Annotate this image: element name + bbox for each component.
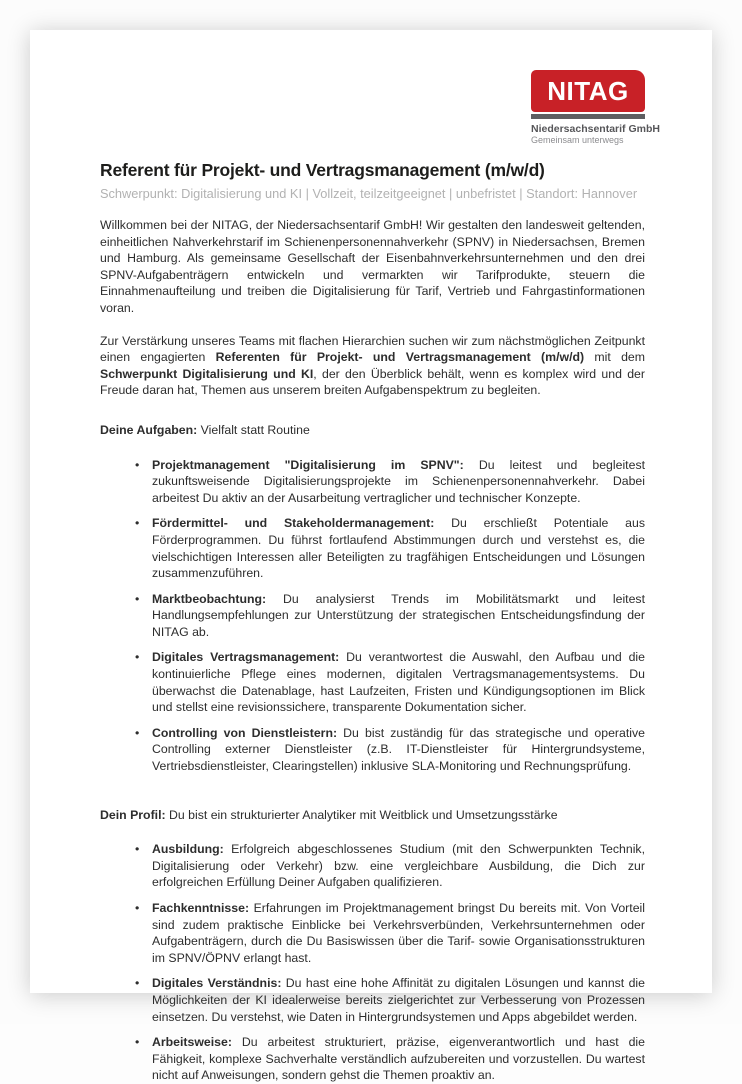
profile-section-heading	[100, 807, 645, 824]
profile-item-label: Fachkenntnisse:	[152, 901, 250, 915]
task-item-label: Digitales Vertragsmanagement:	[152, 650, 340, 665]
profile-item-digitales-verstaendnis	[135, 975, 645, 1025]
tasks-heading-bold: Deine Aufgaben:	[100, 422, 198, 437]
profile-list	[100, 841, 645, 1084]
task-item-text: Du erschließt Potentiale aus Förderprogrammen. Du führst fortlaufend Abstimmungen durch und verstehst es, die vielschichtigen Interessen aller Beteiligten zu tragfähigen Entscheidungen und Lösungen zusammenzuführen.	[152, 516, 646, 581]
profile-item-label: Arbeitsweise:	[152, 1035, 232, 1050]
task-item-text: Du verantwortest die Auswahl, den Aufbau und die kontinuierliche Pflege eines modernen, digitalen Vertragsmanagementsystems. Du überwachst die Datenablage, hast Laufzeiten, Fristen und Kündigungsoptionen im Blick und stellst eine revisionssichere, transparente Dokumentation sicher.	[152, 650, 646, 715]
profile-heading-bold: Dein Profil:	[100, 807, 166, 822]
profile-item-text: Erfahrungen im Projektmanagement bringst Du bereits mit. Von Vorteil sind zudem praktische Einblicke bei Verkehrsverbünden, Verkehrsunternehmen oder Aufgabenträgern, durch die Du Basiswissen über die Tarif- sowie Organisationsstrukturen im SPNV/ÖPNV erlangt hast.	[152, 901, 646, 965]
intro-p2-bold-role: Referenten für Projekt- und Vertragsmanagement (m/w/d)	[215, 350, 585, 365]
task-item-label: Projektmanagement "Digitalisierung im SPNV":	[152, 457, 464, 472]
nitag-logo-company: Niedersachsentarif GmbH	[531, 123, 660, 135]
task-item-label: Controlling von Dienstleistern:	[152, 725, 338, 740]
task-item-label: Fördermittel- und Stakeholdermanagement:	[152, 516, 435, 531]
task-item-projektmanagement	[135, 457, 645, 507]
tasks-list	[100, 457, 645, 775]
nitag-logo	[100, 70, 660, 145]
intro-paragraph-2	[100, 333, 645, 399]
task-item-vertragsmanagement	[135, 649, 645, 715]
task-item-label: Marktbeobachtung:	[152, 591, 267, 606]
job-posting-page	[30, 30, 712, 1083]
task-item-text: Du bist zuständig für das strategische und operative Controlling externer Dienstleister (z.B. IT-Dienstleister für Hintergrundsysteme, Vertriebsdienstleister, Clearingstellen) inklusive SLA-Monitoring und Rechnungsprüfung.	[152, 725, 645, 774]
intro-p2-post: , der den Überblick behält, wenn es komplex wird und der Freude daran hat, Themen aus unserem breiten Aufgabenspektrum zu begleiten.	[100, 366, 645, 398]
task-item-marktbeobachtung	[135, 591, 645, 641]
nitag-logo-tagline: Gemeinsam unterwegs	[531, 135, 624, 145]
intro-p2-bold-focus: Schwerpunkt Digitalisierung und KI	[100, 366, 314, 381]
nitag-logo-box	[531, 70, 645, 112]
task-item-foerdermittel	[135, 515, 645, 581]
profile-item-text: Du hast eine hohe Affinität zu digitalen Lösungen und kannst die Möglichkeiten der KI idealerweise bereits zielgerichtet zur Verbesserung von Prozessen einsetzen. Du verstehst, wie Daten in Hintergrundsystemen und Apps abgebildet werden.	[152, 976, 645, 1024]
profile-item-text: Du arbeitest strukturiert, präzise, eigenverantwortlich und hast die Fähigkeit, komplexe Sachverhalte verständlich aufzubereiten und vorzustellen. Du wartest nicht auf Anweisungen, sondern gehst die Themen proaktiv an.	[152, 1035, 645, 1083]
task-item-text: Du leitest und begleitest zukunftsweisende Digitalisierungsprojekte im Schienenpersonennahverkehr. Dabei arbeitest Du aktiv an der Ausarbeitung vertraglicher und technischer Konzepte.	[152, 457, 646, 505]
nitag-logo-bar	[531, 114, 645, 119]
intro-p2-mid: mit dem	[584, 350, 645, 365]
profile-item-text: Erfolgreich abgeschlossenes Studium (mit den Schwerpunkten Technik, Digitalisierung oder Verkehr) bzw. eine vergleichbare Ausbildung, die Dich zur erfolgreichen Erfüllung Deiner Aufgaben qualifizieren.	[152, 842, 645, 890]
profile-item-ausbildung	[135, 841, 645, 891]
task-item-controlling	[135, 725, 645, 775]
nitag-logo-inner	[531, 70, 660, 145]
tasks-heading-rest: Vielfalt statt Routine	[197, 422, 310, 437]
job-subtitle: Schwerpunkt: Digitalisierung und KI | Vollzeit, teilzeitgeeignet | unbefristet | Standort: Hannover	[100, 186, 638, 201]
nitag-logo-wordmark: NITAG	[547, 75, 629, 106]
intro-paragraph-1: Willkommen bei der NITAG, der Niedersachsentarif GmbH! Wir gestalten den landesweit geltenden, einheitlichen Nahverkehrstarif im Schienenpersonennahverkehr (SPNV) in Niedersachsen, Bremen und Hamburg. Als gemeinsame Gesellschaft der Eisenbahnverkehrsunternehmen und den drei SPNV-Aufgabenträgern entwickeln und vermarkten wir Tarifprodukte, steuern die Einnahmenaufteilung und treiben die Digitalisierung für Tarif, Vertrieb und Fahrgastinformationen voran.	[100, 218, 645, 315]
profile-heading-rest: Du bist ein strukturierter Analytiker mit Weitblick und Umsetzungsstärke	[165, 807, 558, 822]
profile-item-fachkenntnisse	[135, 900, 645, 966]
task-item-text: Du analysierst Trends im Mobilitätsmarkt und leitest Handlungsempfehlungen zur Unterstützung der strategischen Entscheidungsfindung der NITAG ab.	[152, 591, 645, 639]
tasks-section-heading	[100, 422, 645, 439]
profile-item-label: Digitales Verständnis:	[152, 976, 282, 991]
profile-item-arbeitsweise	[135, 1034, 645, 1084]
page-title: Referent für Projekt- und Vertragsmanagement (m/w/d)	[100, 160, 545, 180]
profile-item-label: Ausbildung:	[152, 842, 224, 857]
intro-p2-pre: Zur Verstärkung unseres Teams mit flachen Hierarchien suchen wir zum nächstmöglichen Zeitpunkt einen engagierten	[100, 333, 645, 365]
